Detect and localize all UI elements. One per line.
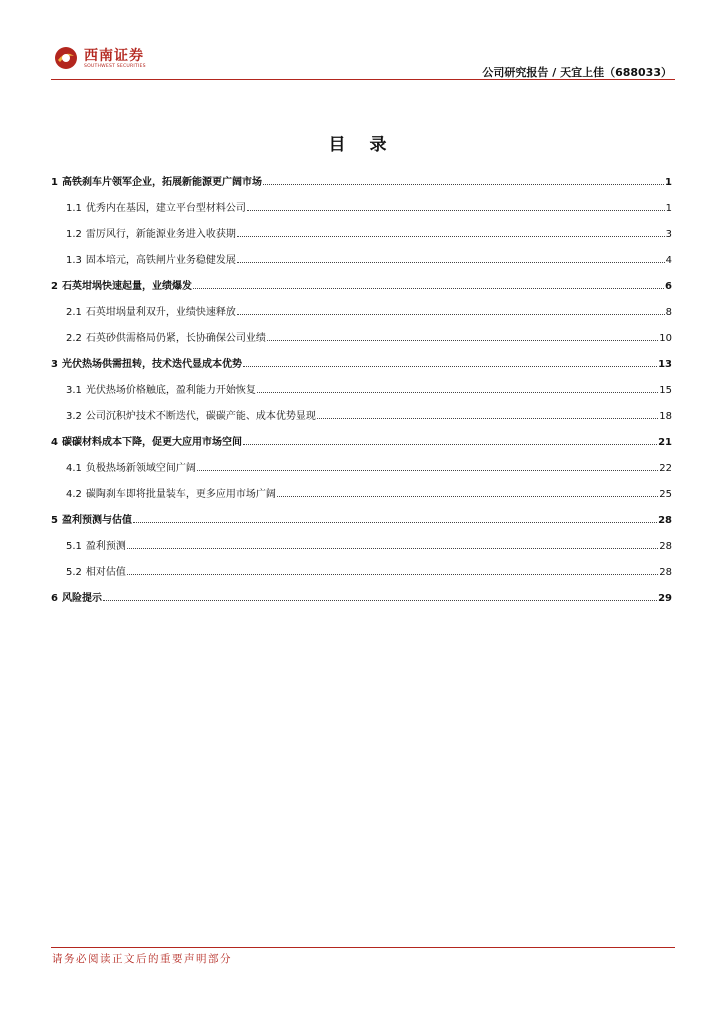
toc-entry-number: 1.3: [66, 255, 82, 266]
toc-entry[interactable]: [51, 198, 672, 214]
toc-entry-page: 18: [659, 411, 672, 422]
toc-dot-leader: [127, 574, 658, 575]
toc-dot-leader: [237, 262, 665, 263]
toc-entry-number: 5.1: [66, 541, 82, 552]
toc-entry-number: 1.2: [66, 229, 82, 240]
toc-entry-number: 2.2: [66, 333, 82, 344]
toc-entry-title: 光伏热场供需扭转，技术迭代显成本优势: [61, 359, 242, 370]
toc-dot-leader: [127, 548, 658, 549]
toc-entry-page: 22: [659, 463, 672, 474]
logo-chinese-name: 西南证券: [84, 48, 144, 64]
toc-entry-number: 4: [51, 437, 58, 448]
toc-entry[interactable]: [51, 406, 672, 422]
toc-entry-number: 5: [51, 515, 58, 526]
company-logo: [54, 44, 154, 74]
toc-entry-page: 15: [659, 385, 672, 396]
toc-entry-page: 13: [658, 359, 672, 370]
toc-dot-leader: [103, 600, 657, 601]
toc-dot-leader: [317, 418, 658, 419]
toc-dot-leader: [247, 210, 665, 211]
toc-entry-page: 1: [665, 203, 672, 214]
toc-entry-page: 28: [659, 541, 672, 552]
toc-entry-title: 高铁刹车片领军企业，拓展新能源更广阔市场: [61, 177, 262, 188]
toc-entry[interactable]: [51, 562, 672, 578]
toc-entry-number: 4.1: [66, 463, 82, 474]
toc-entry[interactable]: [51, 510, 672, 526]
toc-entry[interactable]: [51, 250, 672, 266]
footer-divider: [51, 947, 675, 948]
toc-dot-leader: [257, 392, 658, 393]
toc-entry-number: 3: [51, 359, 58, 370]
toc-entry[interactable]: [51, 224, 672, 240]
toc-entry-page: 4: [665, 255, 672, 266]
toc-entry-number: 2.1: [66, 307, 82, 318]
toc-entry-title: 风险提示: [61, 593, 102, 604]
toc-entry-title: 石英砂供需格局仍紧，长协确保公司业绩: [85, 333, 266, 344]
toc-entry-number: 4.2: [66, 489, 82, 500]
toc-entry-number: 3.2: [66, 411, 82, 422]
toc-entry-page: 28: [659, 567, 672, 578]
toc-entry-number: 5.2: [66, 567, 82, 578]
toc-dot-leader: [267, 340, 658, 341]
toc-entry-title: 负极热场新领域空间广阔: [85, 463, 196, 474]
toc-dot-leader: [243, 366, 657, 367]
toc-entry-title: 盈利预测: [85, 541, 126, 552]
toc-entry[interactable]: [51, 354, 672, 370]
toc-entry-page: 3: [665, 229, 672, 240]
toc-entry-number: 1: [51, 177, 58, 188]
toc-entry-title: 碳碳材料成本下降，促更大应用市场空间: [61, 437, 242, 448]
toc-entry-page: 21: [658, 437, 672, 448]
toc-entry[interactable]: [51, 302, 672, 318]
toc-entry[interactable]: [51, 172, 672, 188]
toc-entry-page: 8: [665, 307, 672, 318]
toc-entry-number: 3.1: [66, 385, 82, 396]
toc-entry-page: 25: [659, 489, 672, 500]
toc-dot-leader: [243, 444, 657, 445]
header-divider: [51, 79, 675, 80]
toc-entry-page: 29: [658, 593, 672, 604]
toc-dot-leader: [237, 314, 665, 315]
toc-entry-title: 固本培元，高铁闸片业务稳健发展: [85, 255, 236, 266]
toc-entry-page: 28: [658, 515, 672, 526]
toc-entry-number: 2: [51, 281, 58, 292]
toc-entry[interactable]: [51, 432, 672, 448]
toc-entry-title: 石英坩埚快速起量，业绩爆发: [61, 281, 192, 292]
toc-entry-page: 6: [665, 281, 672, 292]
toc-entry-page: 10: [659, 333, 672, 344]
footer-disclaimer: 请务必阅读正文后的重要声明部分: [52, 953, 232, 965]
logo-english-name: SOUTHWEST SECURITIES: [84, 64, 146, 69]
toc-entry-title: 相对估值: [85, 567, 126, 578]
toc-dot-leader: [197, 470, 658, 471]
toc-entry[interactable]: [51, 380, 672, 396]
toc-entry[interactable]: [51, 536, 672, 552]
toc-entry-title: 公司沉积炉技术不断迭代，碳碳产能、成本优势显现: [85, 411, 316, 422]
toc-entry-title: 碳陶刹车即将批量装车，更多应用市场广阔: [85, 489, 276, 500]
toc-entry[interactable]: [51, 588, 672, 604]
toc-entry-number: 6: [51, 593, 58, 604]
report-header-title: 公司研究报告 / 天宜上佳（688033）: [482, 66, 672, 79]
toc-entry-title: 优秀内在基因，建立平台型材料公司: [85, 203, 246, 214]
toc-entry[interactable]: [51, 458, 672, 474]
toc-entry-title: 石英坩埚量利双升，业绩快速释放: [85, 307, 236, 318]
toc-entry-title: 雷厉风行，新能源业务进入收获期: [85, 229, 236, 240]
toc-entry-title: 光伏热场价格触底，盈利能力开始恢复: [85, 385, 256, 396]
toc-dot-leader: [237, 236, 665, 237]
toc-dot-leader: [277, 496, 658, 497]
toc-entry[interactable]: [51, 484, 672, 500]
toc-entry-page: 1: [665, 177, 672, 188]
logo-emblem-icon: [54, 46, 78, 70]
toc-title: 目 录: [328, 135, 396, 155]
toc-dot-leader: [133, 522, 657, 523]
toc-dot-leader: [193, 288, 664, 289]
toc-entry[interactable]: [51, 276, 672, 292]
toc-entry-number: 1.1: [66, 203, 82, 214]
toc-entry-title: 盈利预测与估值: [61, 515, 132, 526]
toc-entry[interactable]: [51, 328, 672, 344]
toc-dot-leader: [263, 184, 664, 185]
